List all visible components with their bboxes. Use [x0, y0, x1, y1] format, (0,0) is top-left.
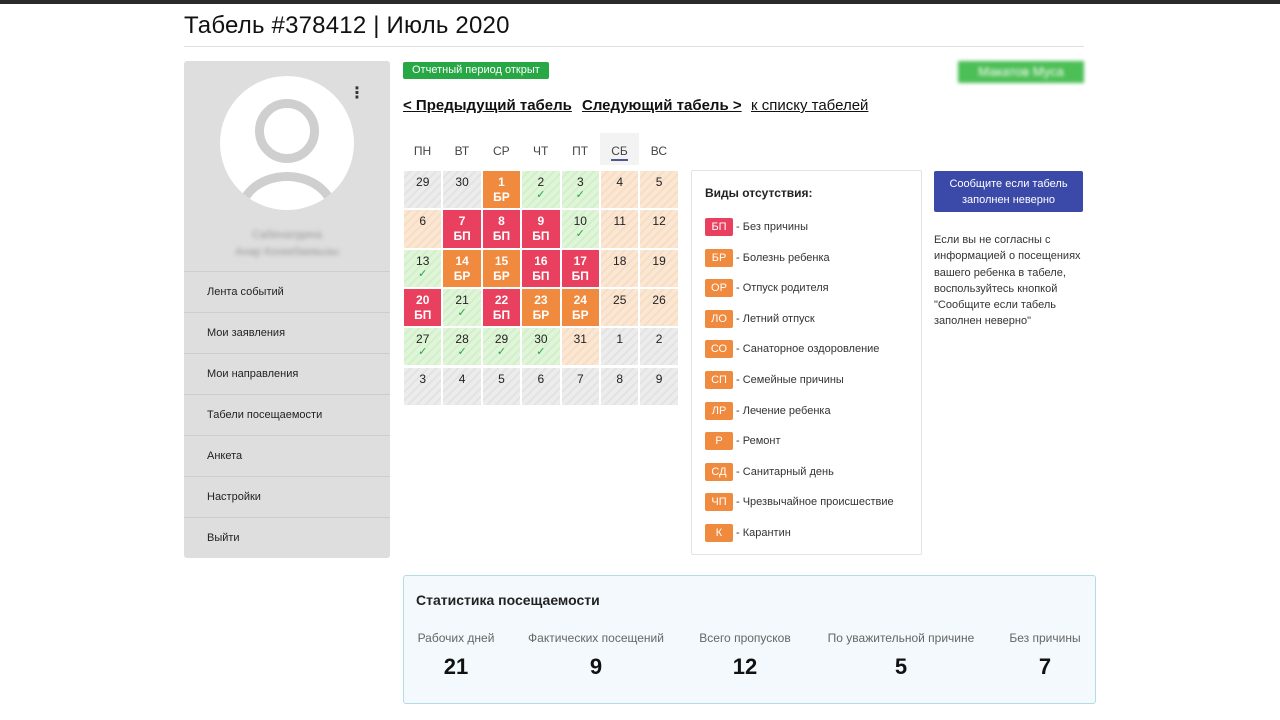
legend-description: - Без причины	[736, 221, 808, 233]
check-icon: ✓	[457, 306, 467, 319]
day-number: 9	[655, 371, 663, 386]
sidebar-item-profile[interactable]: Анкета	[184, 435, 390, 476]
day-number: 25	[613, 292, 627, 307]
legend-item	[705, 249, 830, 267]
calendar-day[interactable]	[600, 170, 639, 209]
calendar-day[interactable]	[442, 209, 481, 248]
day-number: 19	[652, 253, 666, 268]
legend-item	[705, 493, 894, 511]
absence-code: БР	[532, 307, 550, 322]
day-number: 5	[655, 175, 663, 189]
absence-code: БР	[453, 268, 471, 283]
check-icon: ✓	[536, 346, 546, 359]
stat-label: Фактических посещений	[528, 631, 664, 645]
day-number: 14	[455, 253, 469, 268]
weekday-3: ЧТ	[533, 144, 549, 158]
legend-item	[705, 402, 831, 420]
day-number: 10	[573, 214, 587, 229]
day-number: 4	[616, 175, 624, 189]
day-number: 7	[458, 214, 466, 229]
prev-timesheet-link[interactable]: < Предыдущий табель	[403, 97, 572, 114]
stat-value: 12	[732, 654, 758, 679]
stat-label: По уважительной причине	[827, 631, 975, 645]
legend-code: СП	[705, 371, 733, 389]
user-badge: Макатов Муса	[958, 61, 1084, 83]
day-number: 29	[416, 175, 430, 189]
legend-description: - Лечение ребенка	[736, 404, 831, 417]
legend-description: - Санитарный день	[736, 465, 834, 478]
more-options-icon[interactable]: ⋮	[349, 85, 365, 102]
absence-legend	[691, 170, 922, 555]
legend-code: СО	[705, 340, 733, 358]
stat-total-absences	[696, 631, 794, 680]
calendar-day[interactable]	[442, 249, 481, 288]
absence-code: БР	[493, 190, 510, 204]
day-number: 8	[616, 371, 624, 386]
absence-code: БП	[453, 229, 471, 244]
weekday-4: ПТ	[572, 144, 589, 158]
sidebar-item-settings[interactable]: Настройки	[184, 476, 390, 517]
day-number: 26	[652, 292, 666, 307]
legend-code: К	[705, 524, 733, 542]
legend-item	[705, 524, 791, 542]
calendar-day[interactable]	[600, 367, 639, 406]
calendar-day[interactable]	[521, 170, 560, 209]
legend-description: - Отпуск родителя	[736, 282, 829, 295]
legend-code: БП	[705, 218, 733, 236]
calendar-day[interactable]	[639, 209, 678, 248]
calendar-day[interactable]	[561, 327, 600, 366]
day-number: 13	[416, 253, 430, 268]
legend-item	[705, 279, 829, 297]
day-number: 22	[494, 292, 509, 307]
legend-description: - Летний отпуск	[736, 312, 815, 325]
stats-title: Статистика посещаемости	[416, 592, 600, 608]
sidebar	[184, 61, 390, 558]
status-badge: Отчетный период открыт	[403, 62, 549, 79]
avatar-head-icon	[255, 99, 319, 163]
legend-item	[705, 310, 815, 328]
absence-code: БР	[493, 268, 510, 283]
avatar	[220, 76, 354, 210]
sidebar-item-attendance[interactable]: Табели посещаемости	[184, 394, 390, 435]
stat-actual-visits	[524, 631, 668, 680]
stat-value: 9	[589, 654, 603, 679]
calendar-day[interactable]	[403, 288, 442, 327]
report-note: Если вы не согласны с информацией о посещениях вашего ребенка в табеле, воспользуйтесь кнопкой "Сообщите если табель заполнен неверно"	[934, 234, 1081, 328]
calendar-weekdays	[403, 133, 679, 165]
day-number: 2	[537, 175, 545, 189]
legend-title: Виды отсутствия:	[705, 186, 813, 200]
absence-code: БП	[532, 268, 550, 283]
day-number: 12	[652, 214, 666, 229]
calendar-day[interactable]	[403, 209, 442, 248]
calendar-day[interactable]	[639, 288, 678, 327]
calendar-day[interactable]	[482, 249, 521, 288]
calendar-day[interactable]	[639, 170, 678, 209]
day-number: 6	[537, 371, 545, 386]
check-icon: ✓	[575, 228, 585, 241]
stat-label: Рабочих дней	[417, 631, 495, 645]
weekday-5: СБ	[600, 133, 639, 165]
absence-code: БП	[571, 268, 589, 283]
calendar-day[interactable]	[482, 367, 521, 406]
user-full-name	[184, 227, 390, 261]
day-number: 23	[534, 292, 548, 307]
legend-item	[705, 340, 879, 358]
calendar-day[interactable]	[403, 170, 442, 209]
legend-description: - Семейные причины	[736, 374, 844, 386]
legend-code: ЛО	[705, 310, 733, 328]
calendar-day[interactable]	[403, 249, 442, 288]
user-name-line1: Сабеналдина	[252, 229, 322, 241]
absence-code: БП	[414, 307, 432, 322]
absence-code: БП	[492, 307, 511, 322]
day-number: 20	[416, 292, 430, 307]
calendar-day[interactable]	[482, 170, 521, 209]
legend-code: ОР	[705, 279, 733, 297]
weekday-0: ПН	[413, 144, 432, 158]
absence-code: БП	[492, 229, 511, 244]
sidebar-item-applications[interactable]: Мои заявления	[184, 312, 390, 353]
day-number: 9	[537, 214, 545, 229]
legend-description: - Чрезвычайное происшествие	[736, 496, 894, 509]
day-number: 28	[455, 332, 469, 347]
calendar-day[interactable]	[442, 327, 481, 366]
absence-code: БП	[532, 229, 550, 244]
check-icon: ✓	[457, 346, 467, 359]
weekday-6: ВС	[650, 144, 668, 158]
sidebar-menu	[184, 271, 390, 558]
calendar-day[interactable]	[521, 249, 560, 288]
calendar-day[interactable]	[561, 249, 600, 288]
day-number: 7	[576, 371, 584, 386]
calendar-day[interactable]	[561, 367, 600, 406]
legend-item	[705, 463, 834, 481]
day-number: 5	[498, 371, 505, 386]
calendar-day[interactable]	[561, 170, 600, 209]
day-number: 29	[494, 332, 509, 347]
day-number: 30	[455, 175, 469, 189]
day-number: 18	[613, 253, 627, 268]
calendar-day[interactable]	[600, 249, 639, 288]
day-number: 30	[534, 332, 548, 347]
calendar-day[interactable]	[482, 288, 521, 327]
calendar-day[interactable]	[442, 170, 481, 209]
legend-code: Р	[705, 432, 733, 450]
calendar-day[interactable]	[482, 209, 521, 248]
calendar-day[interactable]	[600, 327, 639, 366]
report-error-button[interactable]: Сообщите если табель заполнен неверно	[934, 171, 1083, 212]
day-number: 16	[534, 253, 548, 268]
title-divider	[184, 46, 1084, 47]
stat-value: 21	[443, 654, 469, 679]
calendar-day[interactable]	[639, 249, 678, 288]
check-icon: ✓	[536, 189, 546, 201]
legend-item	[705, 218, 808, 236]
legend-item	[705, 432, 780, 450]
avatar-body-icon	[237, 172, 337, 210]
next-timesheet-link[interactable]: Следующий табель >	[582, 97, 742, 114]
calendar-day[interactable]	[403, 367, 442, 406]
day-number: 3	[576, 175, 584, 189]
stat-unexcused	[1007, 631, 1083, 680]
day-number: 27	[416, 332, 430, 347]
stat-label: Без причины	[1009, 631, 1081, 645]
day-number: 8	[498, 214, 505, 229]
legend-description: - Ремонт	[736, 435, 781, 448]
day-number: 6	[419, 214, 427, 229]
check-icon: ✓	[418, 346, 428, 359]
sidebar-item-referrals[interactable]: Мои направления	[184, 353, 390, 394]
day-number: 17	[573, 253, 587, 268]
page-title: Табель #378412 | Июль 2020	[184, 12, 510, 39]
calendar-day[interactable]	[442, 367, 481, 406]
stat-excused	[822, 631, 980, 680]
calendar-day[interactable]	[639, 327, 678, 366]
sidebar-item-logout[interactable]: Выйти	[184, 517, 390, 558]
day-number: 1	[498, 175, 505, 189]
calendar-day[interactable]	[482, 327, 521, 366]
day-number: 1	[616, 332, 624, 347]
legend-code: ЧП	[705, 493, 733, 511]
weekday-1: ВТ	[454, 144, 470, 158]
day-number: 31	[573, 332, 587, 347]
legend-code: ЛР	[705, 402, 733, 420]
calendar-day[interactable]	[521, 367, 560, 406]
calendar-day[interactable]	[521, 288, 560, 327]
calendar-day[interactable]	[639, 367, 678, 406]
legend-item	[705, 371, 844, 389]
check-icon: ✓	[496, 346, 507, 359]
calendar-day[interactable]	[600, 209, 639, 248]
user-name-line2: Анар Конкебаевызы	[235, 246, 339, 258]
legend-description: - Болезнь ребенка	[736, 251, 830, 264]
day-number: 11	[613, 214, 626, 229]
calendar-day[interactable]	[600, 288, 639, 327]
legend-description: - Карантин	[736, 527, 791, 539]
day-number: 4	[458, 371, 466, 386]
day-number: 21	[455, 292, 469, 307]
day-number: 2	[655, 332, 663, 347]
day-number: 24	[573, 292, 587, 307]
day-number: 3	[419, 371, 427, 386]
top-bar	[0, 0, 1280, 4]
calendar-day[interactable]	[442, 288, 481, 327]
absence-code: БР	[571, 307, 589, 322]
stat-workdays	[416, 631, 496, 680]
day-number: 15	[494, 253, 509, 268]
check-icon: ✓	[418, 267, 428, 280]
weekday-2: СР	[492, 144, 510, 158]
check-icon: ✓	[575, 189, 585, 201]
calendar-day[interactable]	[561, 209, 600, 248]
attendance-stats	[403, 575, 1096, 704]
calendar-day[interactable]	[521, 327, 560, 366]
calendar-day[interactable]	[561, 288, 600, 327]
stat-value: 7	[1038, 654, 1052, 679]
sidebar-item-feed[interactable]: Лента событий	[184, 271, 390, 312]
legend-description: - Санаторное оздоровление	[736, 343, 880, 356]
calendar-day[interactable]	[521, 209, 560, 248]
legend-code: БР	[705, 249, 733, 267]
timesheet-list-link[interactable]: к списку табелей	[751, 97, 869, 114]
legend-code: СД	[705, 463, 733, 481]
stat-value: 5	[894, 654, 908, 679]
calendar-grid	[403, 170, 679, 406]
calendar-day[interactable]	[403, 327, 442, 366]
stat-label: Всего пропусков	[699, 631, 791, 645]
